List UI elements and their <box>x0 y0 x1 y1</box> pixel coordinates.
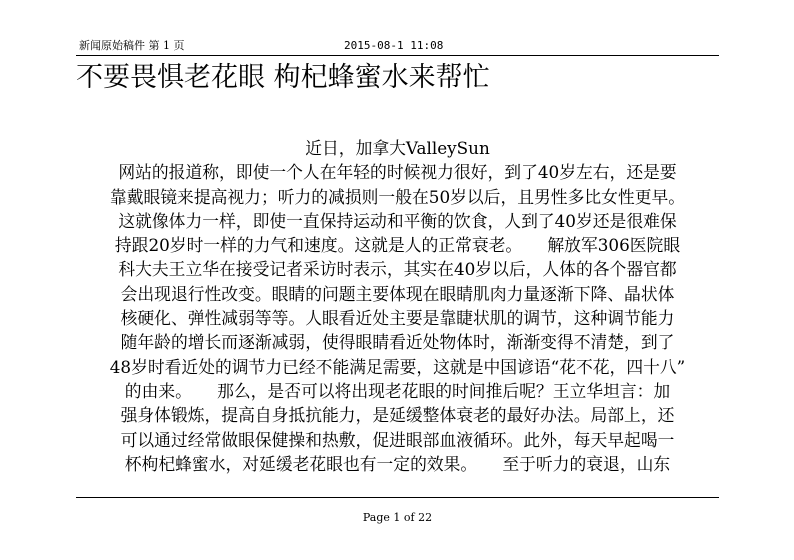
article-line: 可以通过经常做眼保健操和热敷，促进眼部血液循环。此外，每天早起喝一 <box>120 429 675 450</box>
page-number: Page 1 of 22 <box>362 511 433 524</box>
article-line: 近日，加拿大ValleySun <box>305 138 490 158</box>
article-line: 这就像体力一样，即使一直保持运动和平衡的饮食，人到了40岁还是很难保 <box>118 210 677 231</box>
article-line: 强身体锻炼，提高自身抵抗能力，是延缓整体衰老的最好办法。局部上，还 <box>120 405 675 426</box>
header-datetime: 2015-08-1 11:08 <box>344 39 444 52</box>
article-line: 网站的报道称，即使一个人在年轻的时候视力很好，到了40岁左右，还是要 <box>118 162 677 183</box>
article-line: 持跟20岁时一样的力气和速度。这就是人的正常衰老。 解放军306医院眼 <box>114 235 681 256</box>
header-source-label: 新闻原始稿件 第 1 页 <box>79 39 185 52</box>
article-line: 的由来。 那么，是否可以将出现老花眼的时间推后呢？王立华坦言：加 <box>124 380 671 401</box>
article-line: 48岁时看近处的调节力已经不能满足需要，这就是中国谚语“花不花，四十八” <box>109 356 686 377</box>
article-line: 科大夫王立华在接受记者采访时表示，其实在40岁以后，人体的各个器官都 <box>118 259 677 280</box>
article-line: 靠戴眼镜来提高视力；听力的减损则一般在50岁以后，且男性多比女性更早。 <box>109 186 686 207</box>
article-line: 核硬化、弹性减弱等等。人眼看近处主要是靠睫状肌的调节，这种调节能力 <box>120 308 675 329</box>
page-header <box>76 38 719 54</box>
article-line: 随年龄的增长而逐渐减弱，使得眼睛看近处物体时，渐渐变得不清楚，到了 <box>120 332 675 353</box>
footer-divider <box>76 497 719 498</box>
article-body <box>76 136 719 476</box>
header-divider <box>76 55 719 56</box>
article-title: 不要畏惧老花眼 枸杞蜂蜜水来帮忙 <box>76 62 490 93</box>
article-line: 杯枸杞蜂蜜水，对延缓老花眼也有一定的效果。 至于听力的衰退，山东 <box>124 453 671 474</box>
article-line: 会出现退行性改变。眼睛的问题主要体现在眼睛肌肉力量逐渐下降、晶状体 <box>120 283 675 304</box>
